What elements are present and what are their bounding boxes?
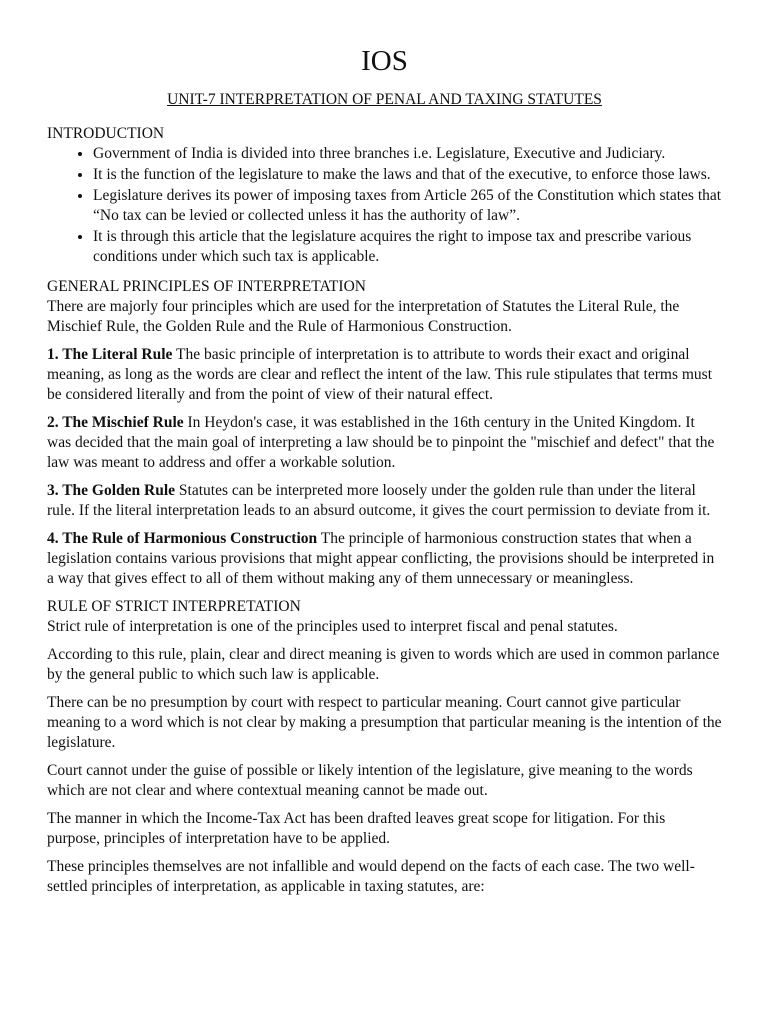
- document-title: IOS: [361, 45, 408, 77]
- strict-paragraph: The manner in which the Income-Tax Act has been drafted leaves great scope for litigation. For this purpose, principles of interpretation have to be applied.: [47, 810, 666, 847]
- list-item: • Government of India is divided into three branches i.e. Legislature, Executive and Judiciary.: [93, 144, 722, 164]
- strict-paragraph: According to this rule, plain, clear and direct meaning is given to words which are used in common parlance by the general public to which such law is applicable.: [47, 646, 720, 683]
- strict-interpretation-heading: RULE OF STRICT INTERPRETATION: [47, 598, 301, 615]
- strict-paragraph: Court cannot under the guise of possible or likely intention of the legislature, give meaning to the words which are not clear and where contextual meaning cannot be made out.: [47, 762, 693, 799]
- introduction-heading: INTRODUCTION: [47, 125, 165, 142]
- rule-paragraph-mischief: [47, 413, 722, 473]
- list-item: • It is the function of the legislature to make the laws and that of the executive, to enforce those laws.: [93, 165, 722, 185]
- strict-paragraph: These principles themselves are not infallible and would depend on the facts of each case. The two well-settled principles of interpretation, as applicable in taxing statutes, are:: [47, 858, 695, 895]
- document-subtitle: UNIT-7 INTERPRETATION OF PENAL AND TAXING STATUTES: [167, 91, 602, 108]
- introduction-bullet-list: [47, 144, 722, 267]
- rule-text: Statutes can be interpreted more loosely under the golden rule than under the literal rule. If the literal interpretation leads to an absurd outcome, it gives the court permission to deviate from it.: [47, 482, 711, 519]
- strict-paragraph: Strict rule of interpretation is one of the principles used to interpret fiscal and penal statutes.: [47, 618, 618, 635]
- rule-paragraph-harmonious: [47, 529, 722, 589]
- list-item: • It is through this article that the legislature acquires the right to impose tax and prescribe various conditions under which such tax is applicable.: [93, 227, 722, 267]
- rule-paragraph-literal: [47, 345, 722, 405]
- general-principles-heading: GENERAL PRINCIPLES OF INTERPRETATION: [47, 278, 366, 295]
- rule-title: 4. The Rule of Harmonious Construction: [47, 530, 318, 547]
- rule-title: 3. The Golden Rule: [47, 482, 176, 499]
- general-principles-intro: There are majorly four principles which are used for the interpretation of Statutes the Literal Rule, the Mischief Rule, the Golden Rule and the Rule of Harmonious Construction.: [47, 298, 680, 335]
- rule-title: 1. The Literal Rule: [47, 346, 173, 363]
- rule-title: 2. The Mischief Rule: [47, 414, 184, 431]
- strict-interpretation-section: [47, 597, 722, 897]
- strict-paragraph: There can be no presumption by court with respect to particular meaning. Court cannot give particular meaning to a word which is not clear by making a presumption that particular meaning is the intention of the legislature.: [47, 694, 722, 751]
- list-item: • Legislature derives its power of imposing taxes from Article 265 of the Constitution which states that “No tax can be levied or collected unless it has the authority of law”.: [93, 186, 722, 226]
- rule-text: In Heydon's case, it was established in the 16th century in the United Kingdom. It was decided that the main goal of interpreting a law should be to pinpoint the "mischief and defect" that the law was meant to address and offer a workable solution.: [47, 414, 715, 471]
- introduction-section: [47, 124, 722, 267]
- rule-paragraph-golden: [47, 481, 722, 521]
- general-principles-section: [47, 277, 722, 589]
- rule-text: The basic principle of interpretation is to attribute to words their exact and original meaning, as long as the words are clear and reflect the intent of the law. This rule stipulates that terms must be considered literally and from the point of view of their natural effect.: [47, 346, 713, 403]
- rule-text: The principle of harmonious construction states that when a legislation contains various provisions that might appear conflicting, the provisions should be interpreted in a way that gives effect to all of them without making any of them unnecessary or meaningless.: [47, 530, 715, 587]
